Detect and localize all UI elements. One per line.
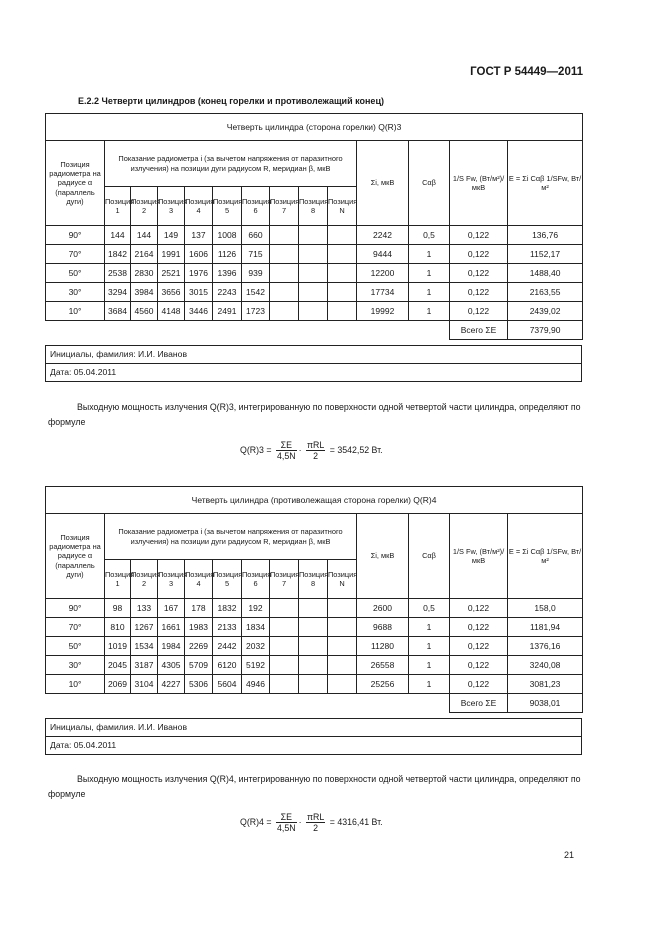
calpha-cell: 1 bbox=[409, 264, 450, 283]
sum-cell: 2600 bbox=[357, 599, 409, 618]
one-over-s-header: 1/S Fw, (Вт/м²)/мкВ bbox=[450, 141, 508, 226]
reading-cell bbox=[299, 656, 328, 675]
total-value: 9038,01 bbox=[508, 694, 583, 713]
position-col-header: Позиция 1 bbox=[105, 187, 131, 226]
reading-cell: 1723 bbox=[242, 302, 270, 321]
reading-cell: 133 bbox=[131, 599, 158, 618]
one-over-s-cell: 0,122 bbox=[450, 245, 508, 264]
signature-block-2 bbox=[45, 718, 582, 755]
formula-1: Q(R)3 = $\frac{\Sigma E}{4,5N}$ · $\frac{\text{πRL}}{2}$ = 3542,52 Вт. bbox=[240, 440, 383, 461]
reading-cell: 2521 bbox=[158, 264, 185, 283]
sum-cell: 12200 bbox=[357, 264, 409, 283]
frac-num: ΣE bbox=[276, 812, 297, 823]
reading-cell: 1984 bbox=[158, 637, 185, 656]
total-value: 7379,90 bbox=[508, 321, 583, 340]
reading-header: Показание радиометра i (за вычетом напряжения от паразитного излучения) на позиции дуги радиусом R, меридиан β, мкВ bbox=[105, 141, 357, 187]
e-cell: 2163,55 bbox=[508, 283, 583, 302]
sum-cell: 11280 bbox=[357, 637, 409, 656]
reading-cell: 3684 bbox=[105, 302, 131, 321]
reading-cell: 1834 bbox=[242, 618, 270, 637]
frac-den: 2 bbox=[313, 451, 319, 461]
reading-cell: 167 bbox=[158, 599, 185, 618]
reading-cell: 3015 bbox=[185, 283, 213, 302]
one-over-s-cell: 0,122 bbox=[450, 283, 508, 302]
position-col-header: Позиция 4 bbox=[185, 560, 213, 599]
reading-cell: 939 bbox=[242, 264, 270, 283]
reading-cell bbox=[328, 302, 357, 321]
calpha-cell: 1 bbox=[409, 283, 450, 302]
formula-2: Q(R)4 = $\frac{\Sigma E}{4,5N}$ · $\frac{\text{πRL}}{2}$ = 4316,41 Вт. bbox=[240, 812, 383, 833]
reading-cell: 4946 bbox=[242, 675, 270, 694]
reading-cell bbox=[328, 599, 357, 618]
reading-cell: 4148 bbox=[158, 302, 185, 321]
reading-cell bbox=[328, 226, 357, 245]
sum-cell: 9688 bbox=[357, 618, 409, 637]
frac-num: ΣE bbox=[276, 440, 297, 451]
calpha-cell: 0,5 bbox=[409, 599, 450, 618]
calpha-cell: 0,5 bbox=[409, 226, 450, 245]
reading-cell: 1019 bbox=[105, 637, 131, 656]
calpha-cell: 1 bbox=[409, 656, 450, 675]
reading-cell: 1842 bbox=[105, 245, 131, 264]
reading-cell: 1534 bbox=[131, 637, 158, 656]
sum-cell: 17734 bbox=[357, 283, 409, 302]
reading-cell bbox=[270, 283, 299, 302]
reading-cell: 3294 bbox=[105, 283, 131, 302]
one-over-s-cell: 0,122 bbox=[450, 656, 508, 675]
formula-lhs: Q(R)4 = bbox=[240, 816, 272, 827]
reading-cell: 2045 bbox=[105, 656, 131, 675]
reading-cell: 3187 bbox=[131, 656, 158, 675]
position-header: Позиция радиометра на радиусе α (параллель дуги) bbox=[46, 141, 105, 226]
initials: Инициалы, фамилия: И.И. Иванов bbox=[46, 346, 582, 364]
position-col-header: Позиция 5 bbox=[213, 560, 242, 599]
position-col-header: Позиция 5 bbox=[213, 187, 242, 226]
position-col-header: Позиция 1 bbox=[105, 560, 131, 599]
reading-cell: 2164 bbox=[131, 245, 158, 264]
sum-header: Σi, мкВ bbox=[357, 514, 409, 599]
row-position: 50° bbox=[46, 264, 105, 283]
calpha-cell: 1 bbox=[409, 675, 450, 694]
reading-cell: 137 bbox=[185, 226, 213, 245]
reading-cell: 1396 bbox=[213, 264, 242, 283]
reading-cell bbox=[299, 226, 328, 245]
reading-cell bbox=[328, 245, 357, 264]
reading-cell: 1606 bbox=[185, 245, 213, 264]
reading-cell: 2442 bbox=[213, 637, 242, 656]
table-row bbox=[46, 283, 583, 302]
date: Дата: 05.04.2011 bbox=[46, 737, 582, 755]
reading-cell: 1542 bbox=[242, 283, 270, 302]
sum-header: Σi, мкВ bbox=[357, 141, 409, 226]
position-col-header: Позиция 6 bbox=[242, 187, 270, 226]
table-row bbox=[46, 245, 583, 264]
reading-cell bbox=[328, 283, 357, 302]
e-cell: 1376,16 bbox=[508, 637, 583, 656]
calpha-cell: 1 bbox=[409, 245, 450, 264]
reading-cell: 2491 bbox=[213, 302, 242, 321]
reading-cell: 1976 bbox=[185, 264, 213, 283]
position-col-header: Позиция 4 bbox=[185, 187, 213, 226]
row-position: 70° bbox=[46, 618, 105, 637]
table-burner-side bbox=[45, 113, 583, 340]
reading-cell: 149 bbox=[158, 226, 185, 245]
reading-cell: 5192 bbox=[242, 656, 270, 675]
reading-cell: 5604 bbox=[213, 675, 242, 694]
one-over-s-cell: 0,122 bbox=[450, 264, 508, 283]
table-row bbox=[46, 618, 583, 637]
reading-cell: 98 bbox=[105, 599, 131, 618]
position-col-header: Позиция N bbox=[328, 560, 357, 599]
table-row bbox=[46, 226, 583, 245]
date: Дата: 05.04.2011 bbox=[46, 364, 582, 382]
sum-cell: 2242 bbox=[357, 226, 409, 245]
reading-cell: 1267 bbox=[131, 618, 158, 637]
one-over-s-cell: 0,122 bbox=[450, 226, 508, 245]
e-cell: 158,0 bbox=[508, 599, 583, 618]
row-position: 90° bbox=[46, 226, 105, 245]
position-col-header: Позиция 8 bbox=[299, 560, 328, 599]
standard-number: ГОСТ Р 54449—2011 bbox=[470, 66, 583, 78]
row-position: 50° bbox=[46, 637, 105, 656]
one-over-s-cell: 0,122 bbox=[450, 675, 508, 694]
row-position: 70° bbox=[46, 245, 105, 264]
row-position: 30° bbox=[46, 656, 105, 675]
table-row bbox=[46, 637, 583, 656]
position-col-header: Позиция N bbox=[328, 187, 357, 226]
e-cell: 1152,17 bbox=[508, 245, 583, 264]
one-over-s-cell: 0,122 bbox=[450, 302, 508, 321]
reading-cell: 5306 bbox=[185, 675, 213, 694]
reading-cell: 1661 bbox=[158, 618, 185, 637]
reading-cell bbox=[328, 656, 357, 675]
frac-den: 2 bbox=[313, 823, 319, 833]
frac-num: πRL bbox=[306, 812, 325, 822]
position-col-header: Позиция 6 bbox=[242, 560, 270, 599]
reading-cell: 3984 bbox=[131, 283, 158, 302]
row-position: 30° bbox=[46, 283, 105, 302]
total-label: Всего ΣE bbox=[450, 694, 508, 713]
position-col-header: Позиция 3 bbox=[158, 187, 185, 226]
reading-cell bbox=[299, 245, 328, 264]
section-title: Е.2.2 Четверти цилиндров (конец горелки и противолежащий конец) bbox=[78, 96, 384, 106]
position-header: Позиция радиометра на радиусе α (параллель дуги) bbox=[46, 514, 105, 599]
reading-cell: 192 bbox=[242, 599, 270, 618]
reading-cell: 3446 bbox=[185, 302, 213, 321]
reading-cell: 660 bbox=[242, 226, 270, 245]
reading-cell bbox=[328, 618, 357, 637]
e-header: E = Σi Cαβ 1/SFw, Вт/м² bbox=[508, 514, 583, 599]
table-title: Четверть цилиндра (противолежащая сторона горелки) Q(R)4 bbox=[46, 487, 583, 514]
reading-cell: 1126 bbox=[213, 245, 242, 264]
frac-num: πRL bbox=[306, 440, 325, 450]
e-cell: 1488,40 bbox=[508, 264, 583, 283]
calpha-header: Cαβ bbox=[409, 141, 450, 226]
reading-cell bbox=[270, 245, 299, 264]
position-col-header: Позиция 7 bbox=[270, 187, 299, 226]
row-position: 10° bbox=[46, 302, 105, 321]
reading-cell: 2243 bbox=[213, 283, 242, 302]
reading-cell: 6120 bbox=[213, 656, 242, 675]
reading-cell bbox=[328, 637, 357, 656]
position-col-header: Позиция 7 bbox=[270, 560, 299, 599]
table-row bbox=[46, 675, 583, 694]
reading-cell: 810 bbox=[105, 618, 131, 637]
formula-rhs: = 4316,41 Вт. bbox=[329, 816, 383, 827]
reading-cell bbox=[328, 675, 357, 694]
position-col-header: Позиция 8 bbox=[299, 187, 328, 226]
reading-cell: 1983 bbox=[185, 618, 213, 637]
position-col-header: Позиция 2 bbox=[131, 187, 158, 226]
e-cell: 2439,02 bbox=[508, 302, 583, 321]
reading-cell bbox=[270, 637, 299, 656]
reading-cell: 2032 bbox=[242, 637, 270, 656]
reading-cell: 3104 bbox=[131, 675, 158, 694]
one-over-s-cell: 0,122 bbox=[450, 618, 508, 637]
page-number: 21 bbox=[563, 850, 574, 860]
sum-cell: 19992 bbox=[357, 302, 409, 321]
position-col-header: Позиция 3 bbox=[158, 560, 185, 599]
reading-cell: 1008 bbox=[213, 226, 242, 245]
reading-cell: 2538 bbox=[105, 264, 131, 283]
e-cell: 136,76 bbox=[508, 226, 583, 245]
reading-cell: 178 bbox=[185, 599, 213, 618]
reading-cell: 144 bbox=[131, 226, 158, 245]
reading-cell: 2133 bbox=[213, 618, 242, 637]
reading-cell: 715 bbox=[242, 245, 270, 264]
reading-cell: 1991 bbox=[158, 245, 185, 264]
e-cell: 3081,23 bbox=[508, 675, 583, 694]
table-row bbox=[46, 264, 583, 283]
one-over-s-cell: 0,122 bbox=[450, 637, 508, 656]
reading-cell bbox=[299, 675, 328, 694]
calpha-cell: 1 bbox=[409, 637, 450, 656]
reading-cell bbox=[299, 637, 328, 656]
calpha-cell: 1 bbox=[409, 302, 450, 321]
signature-block-1 bbox=[45, 345, 582, 382]
reading-cell: 3656 bbox=[158, 283, 185, 302]
e-cell: 1181,94 bbox=[508, 618, 583, 637]
reading-cell bbox=[299, 283, 328, 302]
reading-cell bbox=[270, 599, 299, 618]
one-over-s-cell: 0,122 bbox=[450, 599, 508, 618]
reading-cell: 5709 bbox=[185, 656, 213, 675]
initials: Инициалы, фамилия. И.И. Иванов bbox=[46, 719, 582, 737]
reading-cell: 1832 bbox=[213, 599, 242, 618]
e-cell: 3240,08 bbox=[508, 656, 583, 675]
reading-cell bbox=[299, 264, 328, 283]
e-header: E = Σi Cαβ 1/SFw, Вт/м² bbox=[508, 141, 583, 226]
table-row bbox=[46, 656, 583, 675]
reading-cell bbox=[299, 302, 328, 321]
reading-header: Показание радиометра i (за вычетом напряжения от паразитного излучения) на позиции дуги радиусом R, меридиан β, мкВ bbox=[105, 514, 357, 560]
reading-cell: 144 bbox=[105, 226, 131, 245]
reading-cell bbox=[328, 264, 357, 283]
position-col-header: Позиция 2 bbox=[131, 560, 158, 599]
reading-cell bbox=[270, 675, 299, 694]
table-title: Четверть цилиндра (сторона горелки) Q(R)3 bbox=[46, 114, 583, 141]
table-opposite-side bbox=[45, 486, 583, 713]
reading-cell: 2069 bbox=[105, 675, 131, 694]
frac-den: 4,5N bbox=[276, 823, 296, 833]
frac-den: 4,5N bbox=[276, 451, 296, 461]
paragraph-1: Выходную мощность излучения Q(R)3, интегрированную по поверхности одной четвертой части цилиндра, определяют по формуле bbox=[48, 402, 581, 427]
reading-cell bbox=[270, 226, 299, 245]
reading-cell bbox=[270, 302, 299, 321]
reading-cell: 2269 bbox=[185, 637, 213, 656]
formula-lhs: Q(R)3 = bbox=[240, 444, 272, 455]
row-position: 10° bbox=[46, 675, 105, 694]
reading-cell bbox=[270, 656, 299, 675]
table-row bbox=[46, 302, 583, 321]
paragraph-2: Выходную мощность излучения Q(R)4, интегрированную по поверхности одной четвертой части цилиндра, определяют по формуле bbox=[48, 774, 581, 799]
calpha-cell: 1 bbox=[409, 618, 450, 637]
sum-cell: 9444 bbox=[357, 245, 409, 264]
table-row bbox=[46, 599, 583, 618]
formula-rhs: = 3542,52 Вт. bbox=[329, 444, 383, 455]
row-position: 90° bbox=[46, 599, 105, 618]
calpha-header: Cαβ bbox=[409, 514, 450, 599]
reading-cell: 4227 bbox=[158, 675, 185, 694]
reading-cell bbox=[270, 618, 299, 637]
reading-cell bbox=[299, 599, 328, 618]
sum-cell: 25256 bbox=[357, 675, 409, 694]
total-label: Всего ΣE bbox=[450, 321, 508, 340]
reading-cell bbox=[270, 264, 299, 283]
reading-cell: 4305 bbox=[158, 656, 185, 675]
reading-cell bbox=[299, 618, 328, 637]
sum-cell: 26558 bbox=[357, 656, 409, 675]
reading-cell: 4560 bbox=[131, 302, 158, 321]
reading-cell: 2830 bbox=[131, 264, 158, 283]
one-over-s-header: 1/S Fw, (Вт/м²)/мкВ bbox=[450, 514, 508, 599]
